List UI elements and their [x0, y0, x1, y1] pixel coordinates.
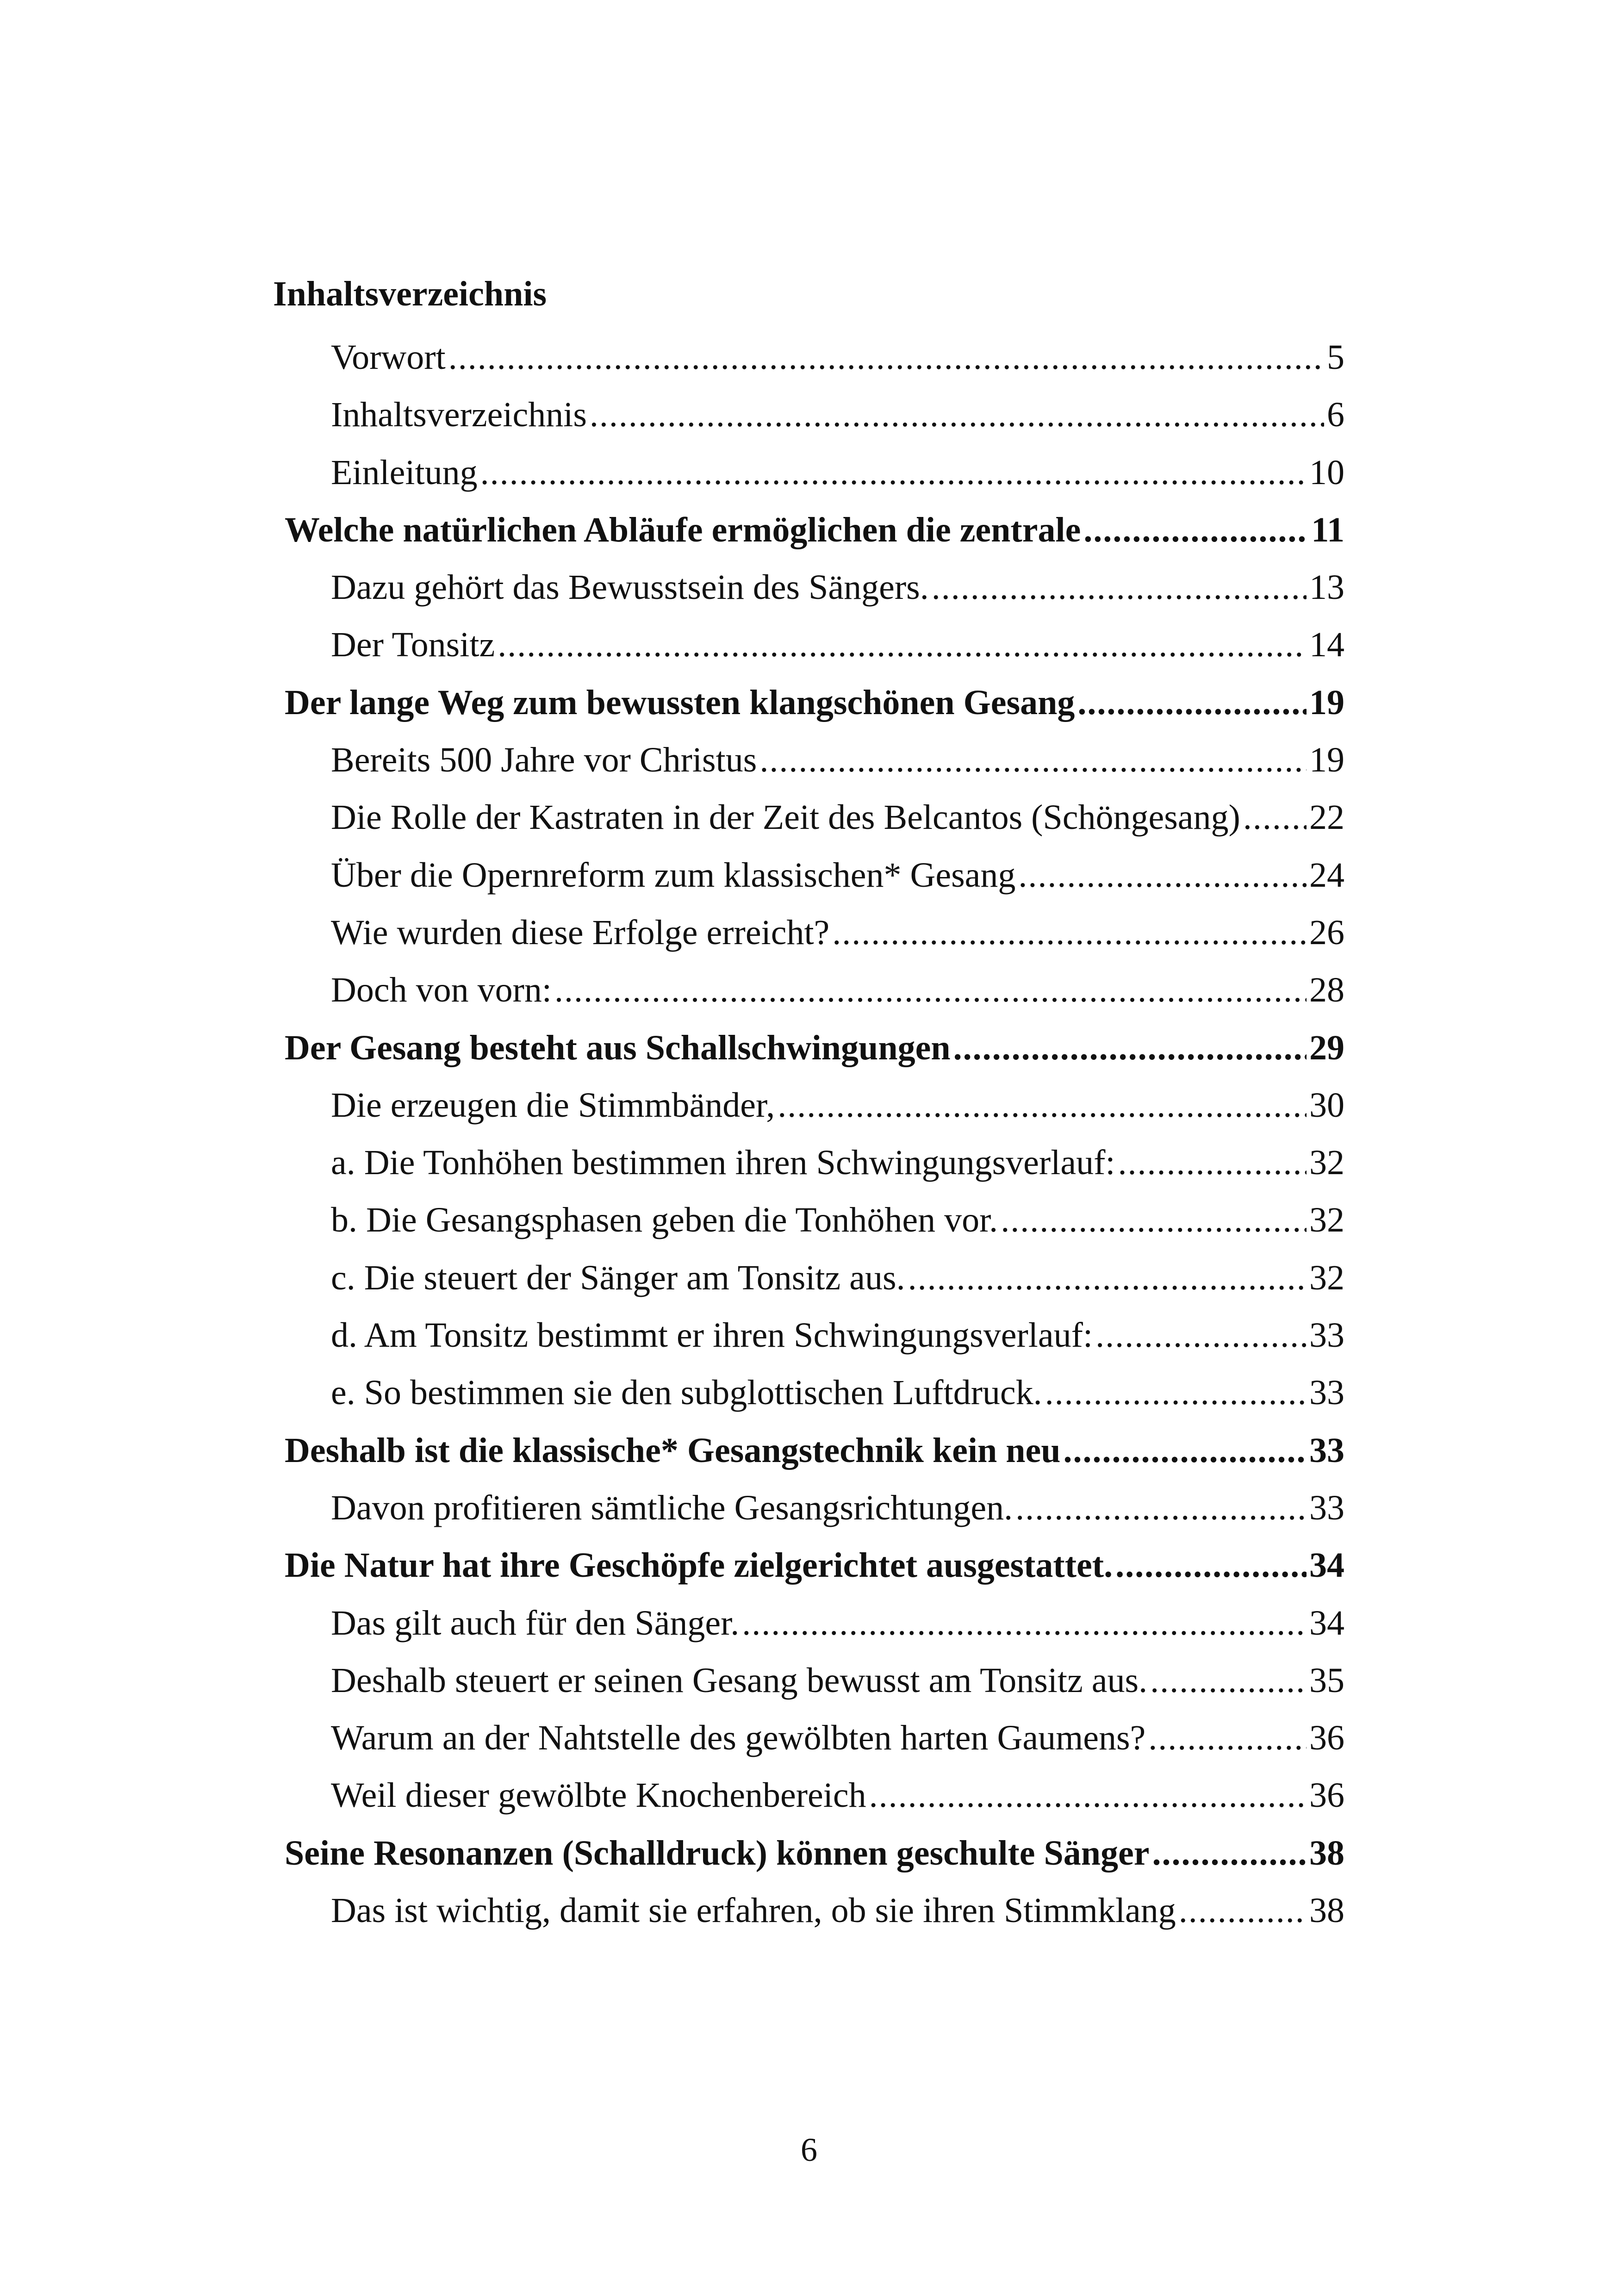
toc-chapter-entry[interactable]	[285, 1824, 1344, 1882]
toc-dot-leader	[953, 1019, 1307, 1076]
toc-entry-page: 13	[1309, 568, 1344, 607]
toc-section-entry[interactable]	[285, 1709, 1344, 1767]
toc-dot-leader	[590, 386, 1324, 443]
toc-entry-page: 32	[1309, 1201, 1344, 1240]
toc-dot-leader	[448, 329, 1324, 386]
toc-section-entry[interactable]	[285, 616, 1344, 673]
toc-dot-leader	[1243, 789, 1307, 846]
toc-dot-leader	[1001, 1191, 1307, 1249]
toc-dot-leader	[932, 559, 1307, 616]
toc-entry-page: 38	[1309, 1891, 1344, 1930]
toc-entry-title: Dazu gehört das Bewusstsein des Sängers.	[331, 568, 929, 607]
toc-dot-leader	[1083, 501, 1308, 559]
toc-entry-page: 29	[1309, 1028, 1344, 1067]
toc-entry-title: c. Die steuert der Sänger am Tonsitz aus.	[331, 1258, 905, 1297]
toc-section-entry[interactable]	[285, 1191, 1344, 1249]
toc-entry-page: 22	[1309, 798, 1344, 837]
toc-section-entry[interactable]	[285, 1249, 1344, 1307]
toc-entry-page: 11	[1311, 510, 1344, 549]
toc-dot-leader	[1095, 1307, 1307, 1364]
toc-dot-leader	[1018, 846, 1307, 904]
toc-entry-title: Bereits 500 Jahre vor Christus	[331, 740, 757, 780]
toc-dot-leader	[1118, 1134, 1307, 1191]
toc-chapter-entry[interactable]	[285, 1019, 1344, 1076]
toc-entry-page: 5	[1327, 338, 1344, 377]
toc-entry-title: a. Die Tonhöhen bestimmen ihren Schwingungsverlauf:	[331, 1143, 1115, 1182]
toc-entry-title: b. Die Gesangsphasen geben die Tonhöhen vor.	[331, 1201, 998, 1240]
toc-entry-title: Davon profitieren sämtliche Gesangsrichtungen.	[331, 1488, 1013, 1527]
toc-heading: Inhaltsverzeichnis	[273, 274, 547, 313]
toc-chapter-entry[interactable]	[285, 501, 1344, 559]
toc-dot-leader	[759, 731, 1307, 789]
toc-entry-page: 28	[1309, 971, 1344, 1010]
toc-entry-title: Wie wurden diese Erfolge erreicht?	[331, 913, 830, 952]
toc-entry-page: 34	[1309, 1603, 1344, 1643]
toc-entry-title: Doch von vorn:	[331, 971, 552, 1010]
toc-dot-leader	[554, 961, 1307, 1019]
toc-dot-leader	[908, 1249, 1307, 1307]
toc-entry-title: Die Natur hat ihre Geschöpfe zielgerichtet ausgestattet.	[285, 1546, 1113, 1585]
toc-entry-page: 14	[1309, 625, 1344, 665]
toc-entry-title: Über die Opernreform zum klassischen* Gesang	[331, 855, 1016, 895]
toc-section-entry[interactable]	[285, 1652, 1344, 1709]
toc-entry-title: Die erzeugen die Stimmbänder,	[331, 1085, 775, 1125]
toc-dot-leader	[1115, 1537, 1307, 1594]
toc-entry-title: Warum an der Nahtstelle des gewölbten harten Gaumens?	[331, 1718, 1146, 1758]
toc-entry-title: Deshalb ist die klassische* Gesangstechnik kein neu	[285, 1431, 1061, 1470]
toc-entry-page: 24	[1309, 855, 1344, 895]
toc-entry-page: 6	[1327, 395, 1344, 435]
toc-entry-title: d. Am Tonsitz bestimmt er ihren Schwingungsverlauf:	[331, 1316, 1093, 1355]
toc-entry-page: 32	[1309, 1258, 1344, 1297]
toc-dot-leader	[1179, 1882, 1307, 1939]
toc-section-entry[interactable]	[285, 904, 1344, 961]
toc-entry-page: 33	[1309, 1316, 1344, 1355]
toc-section-entry[interactable]	[285, 1076, 1344, 1134]
toc-entry-title: Inhaltsverzeichnis	[331, 395, 587, 435]
toc-dot-leader	[1150, 1652, 1307, 1709]
toc-chapter-entry[interactable]	[285, 674, 1344, 731]
toc-dot-leader	[1148, 1709, 1307, 1767]
toc-entry-page: 33	[1309, 1431, 1344, 1470]
toc-entry-page: 19	[1309, 683, 1344, 722]
toc-section-entry[interactable]	[285, 1882, 1344, 1939]
toc-entry-title: Das ist wichtig, damit sie erfahren, ob sie ihren Stimmklang	[331, 1891, 1176, 1930]
toc-entry-page: 30	[1309, 1085, 1344, 1125]
toc-entry-title: Welche natürlichen Abläufe ermöglichen die zentrale	[285, 510, 1081, 549]
toc-entry-title: e. So bestimmen sie den subglottischen Luftdruck.	[331, 1373, 1042, 1412]
toc-section-entry[interactable]	[285, 1594, 1344, 1652]
toc-dot-leader	[480, 444, 1307, 501]
toc-entry-title: Seine Resonanzen (Schalldruck) können geschulte Sänger	[285, 1833, 1150, 1873]
toc-entry-page: 19	[1309, 740, 1344, 780]
toc-entry-title: Deshalb steuert er seinen Gesang bewusst am Tonsitz aus.	[331, 1661, 1148, 1700]
toc-entry-title: Weil dieser gewölbte Knochenbereich	[331, 1776, 866, 1815]
page-number: 6	[801, 2131, 817, 2168]
toc-chapter-entry[interactable]	[285, 1422, 1344, 1479]
toc-section-entry[interactable]	[285, 1479, 1344, 1537]
toc-section-entry[interactable]	[285, 1134, 1344, 1191]
toc-dot-leader	[1045, 1364, 1307, 1421]
toc-entry-title: Das gilt auch für den Sänger.	[331, 1603, 740, 1643]
toc-entry-title: Einleitung	[331, 453, 478, 492]
toc-section-entry[interactable]	[285, 789, 1344, 846]
toc-section-entry[interactable]	[285, 961, 1344, 1019]
toc-dot-leader	[832, 904, 1307, 961]
toc-entry-title: Der lange Weg zum bewussten klangschönen Gesang	[285, 683, 1075, 722]
toc-section-entry[interactable]	[285, 1364, 1344, 1421]
toc-list	[285, 329, 1344, 1939]
toc-entry-page: 32	[1309, 1143, 1344, 1182]
toc-entry-page: 10	[1309, 453, 1344, 492]
toc-entry-title: Der Tonsitz	[331, 625, 495, 665]
toc-entry-page: 35	[1309, 1661, 1344, 1700]
toc-entry-page: 38	[1309, 1833, 1344, 1873]
toc-entry-page: 34	[1309, 1546, 1344, 1585]
toc-entry-page: 33	[1309, 1488, 1344, 1527]
toc-entry-page: 36	[1309, 1776, 1344, 1815]
toc-dot-leader	[1152, 1824, 1307, 1882]
toc-section-entry[interactable]	[285, 559, 1344, 616]
toc-entry-page: 33	[1309, 1373, 1344, 1412]
toc-section-entry[interactable]	[285, 329, 1344, 386]
toc-dot-leader	[778, 1076, 1307, 1134]
toc-dot-leader	[498, 616, 1307, 673]
toc-dot-leader	[742, 1594, 1307, 1652]
toc-entry-title: Vorwort	[331, 338, 446, 377]
toc-section-entry[interactable]	[285, 731, 1344, 789]
toc-section-entry[interactable]	[285, 1307, 1344, 1364]
toc-entry-page: 26	[1309, 913, 1344, 952]
toc-entry-title: Der Gesang besteht aus Schallschwingungen	[285, 1028, 951, 1067]
toc-section-entry[interactable]	[285, 444, 1344, 501]
toc-section-entry[interactable]	[285, 1767, 1344, 1824]
toc-entry-title: Die Rolle der Kastraten in der Zeit des Belcantos (Schöngesang)	[331, 798, 1240, 837]
toc-dot-leader	[1015, 1479, 1307, 1537]
toc-entry-page: 36	[1309, 1718, 1344, 1758]
toc-dot-leader	[1077, 674, 1307, 731]
toc-chapter-entry[interactable]	[285, 1537, 1344, 1594]
toc-dot-leader	[869, 1767, 1307, 1824]
toc-section-entry[interactable]	[285, 846, 1344, 904]
toc-section-entry[interactable]	[285, 386, 1344, 443]
toc-dot-leader	[1064, 1422, 1307, 1479]
